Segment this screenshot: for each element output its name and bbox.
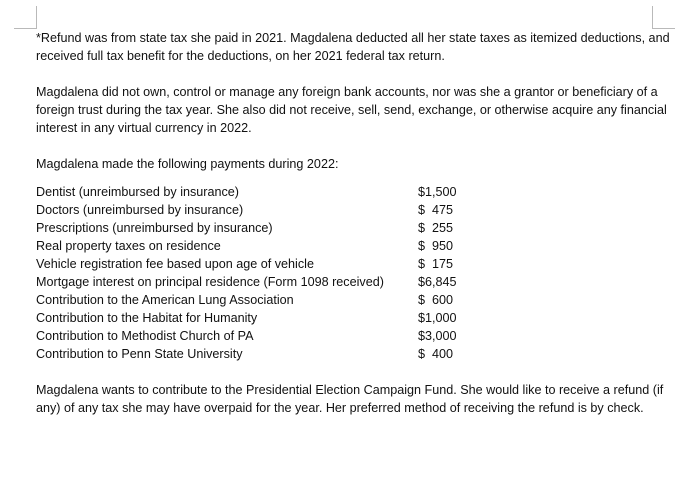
payment-amount: $ 175 bbox=[418, 257, 454, 271]
payment-label: Real property taxes on residence bbox=[36, 239, 221, 253]
payment-amount: $6,845 bbox=[418, 275, 457, 289]
payment-label: Vehicle registration fee based upon age of vehicle bbox=[36, 257, 314, 271]
payment-row bbox=[36, 201, 676, 219]
payment-amount: $ 600 bbox=[418, 293, 454, 307]
refund-footnote: *Refund was from state tax she paid in 2021. Magdalena deducted all her state taxes as itemized deductions, and received full tax benefit for the deductions, on her 2021 federal tax return. bbox=[36, 31, 670, 63]
payment-amount: $ 255 bbox=[418, 221, 454, 235]
payment-amount: $ 475 bbox=[418, 203, 454, 217]
payment-amount: $ 400 bbox=[418, 347, 454, 361]
payment-label: Contribution to Methodist Church of PA bbox=[36, 329, 254, 343]
payment-row bbox=[36, 255, 676, 273]
payment-label: Contribution to Penn State University bbox=[36, 347, 243, 361]
payment-amount: $3,000 bbox=[418, 329, 457, 343]
payment-row bbox=[36, 183, 676, 201]
payment-row bbox=[36, 273, 676, 291]
payment-row bbox=[36, 291, 676, 309]
payment-row bbox=[36, 219, 676, 237]
foreign-accounts-paragraph: Magdalena did not own, control or manage any foreign bank accounts, nor was she a grantor or beneficiary of a foreign trust during the tax year. She also did not receive, sell, send, exchange, or otherwise acquire any financial interest in any virtual currency in 2022. bbox=[36, 85, 667, 135]
payments-intro: Magdalena made the following payments during 2022: bbox=[36, 157, 339, 171]
payment-amount: $ 950 bbox=[418, 239, 454, 253]
payment-label: Contribution to the American Lung Association bbox=[36, 293, 294, 307]
page-corner-mark-right bbox=[652, 6, 675, 29]
payment-amount: $1,000 bbox=[418, 311, 457, 325]
payment-label: Prescriptions (unreimbursed by insurance) bbox=[36, 221, 273, 235]
payment-label: Dentist (unreimbursed by insurance) bbox=[36, 185, 239, 199]
payment-row bbox=[36, 345, 676, 363]
document-page bbox=[36, 29, 676, 435]
payment-amount: $1,500 bbox=[418, 185, 457, 199]
payment-row bbox=[36, 237, 676, 255]
payment-label: Mortgage interest on principal residence (Form 1098 received) bbox=[36, 275, 384, 289]
payments-list bbox=[36, 183, 676, 363]
closing-paragraph: Magdalena wants to contribute to the Presidential Election Campaign Fund. She would like to receive a refund (if any) of any tax she may have overpaid for the year. Her preferred method of receiving the refund is by check. bbox=[36, 383, 664, 415]
payment-label: Doctors (unreimbursed by insurance) bbox=[36, 203, 244, 217]
payment-row bbox=[36, 309, 676, 327]
page-corner-mark-left bbox=[14, 6, 37, 29]
payment-label: Contribution to the Habitat for Humanity bbox=[36, 311, 258, 325]
payment-row bbox=[36, 327, 676, 345]
